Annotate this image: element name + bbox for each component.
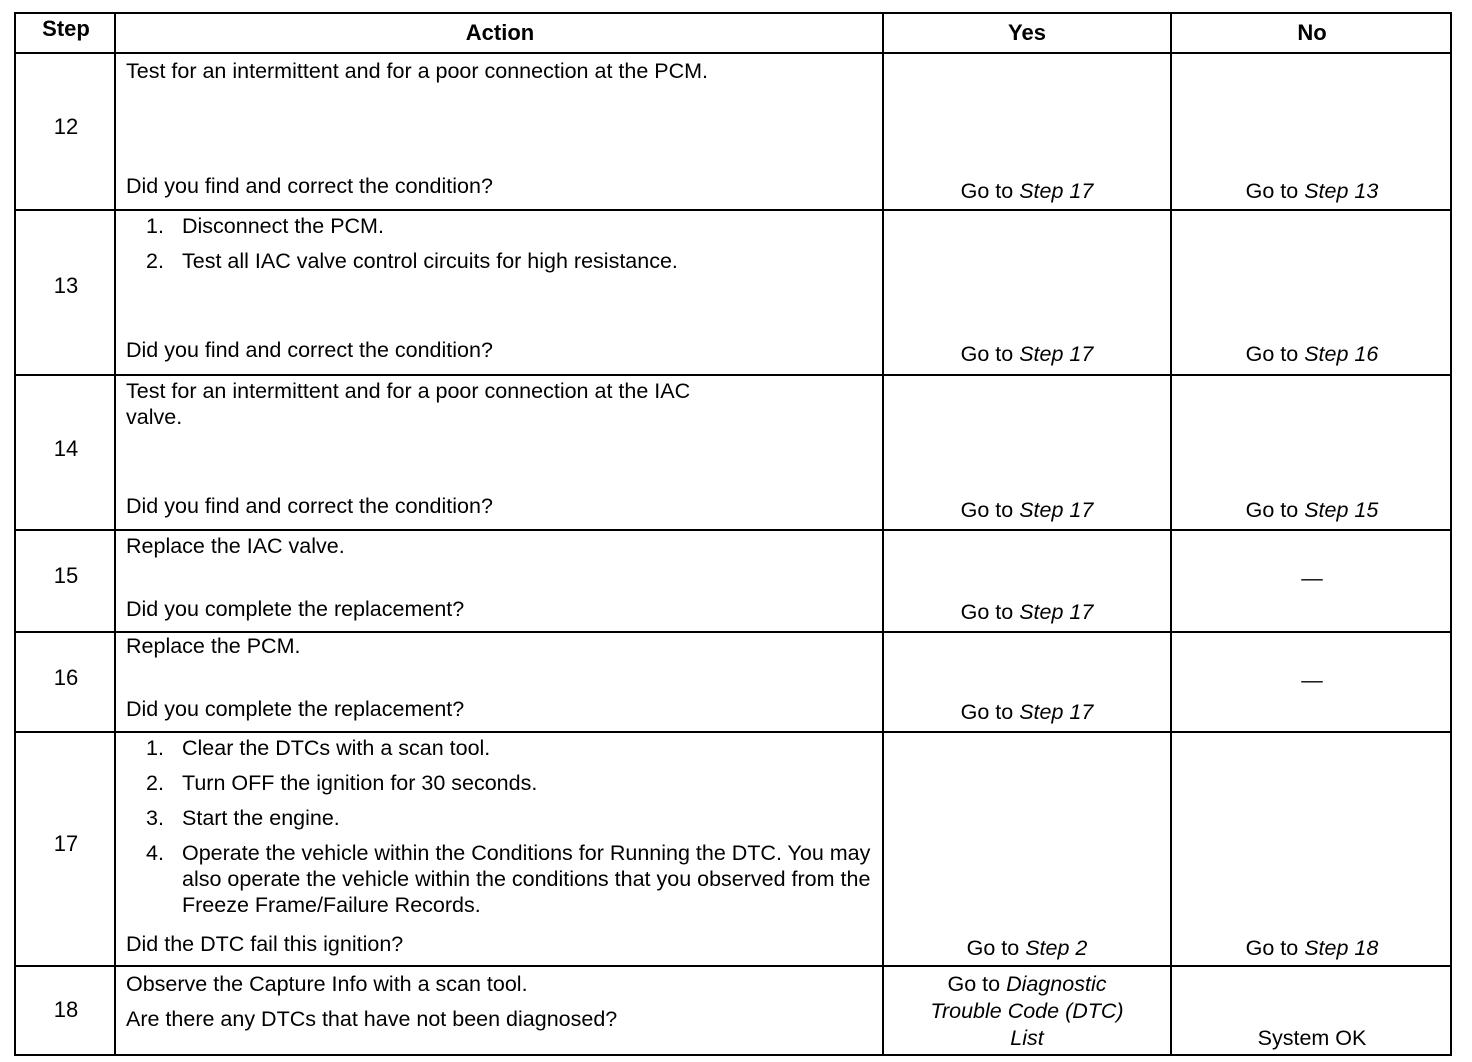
header-no: No <box>1297 20 1327 45</box>
step-number: 12 <box>53 114 79 139</box>
question-text: Are there any DTCs that have not been diagnosed? <box>126 1007 618 1031</box>
question-text: Did the DTC fail this ignition? <box>126 932 404 956</box>
no-answer: Go to Step 15 <box>1245 498 1379 522</box>
step-number: 14 <box>53 436 79 461</box>
action-text: Replace the PCM. <box>126 634 301 658</box>
table-row <box>16 54 1450 211</box>
header-action: Action <box>465 20 535 45</box>
no-answer: — <box>1301 566 1323 590</box>
step-number: 15 <box>53 563 79 588</box>
table-row <box>16 733 1450 967</box>
table-row <box>16 967 1450 1054</box>
action-text: Test for an intermittent and for a poor connection at the PCM. <box>126 59 709 83</box>
list-item: 1. Clear the DTCs with a scan tool. <box>146 736 491 760</box>
header-yes: Yes <box>1008 20 1046 45</box>
step-number: 17 <box>53 831 79 856</box>
table-row <box>16 211 1450 376</box>
yes-answer: Go to Step 17 <box>960 179 1094 203</box>
no-answer: System OK <box>1257 1026 1367 1050</box>
action-text: Test for an intermittent and for a poor connection at the IAC valve. <box>126 379 691 429</box>
table-row <box>16 376 1450 531</box>
question-text: Did you complete the replacement? <box>126 697 465 721</box>
action-text: Observe the Capture Info with a scan tool. <box>126 972 528 996</box>
table-row <box>16 633 1450 733</box>
list-item: 1. Disconnect the PCM. <box>146 214 384 238</box>
no-answer: Go to Step 18 <box>1245 936 1379 960</box>
no-answer: — <box>1301 668 1323 692</box>
header-step: Step <box>42 16 90 41</box>
list-item: 2. Turn OFF the ignition for 30 seconds. <box>146 771 538 795</box>
question-text: Did you find and correct the condition? <box>126 174 493 198</box>
yes-answer: Go to Step 2 <box>966 936 1088 960</box>
action-text: Replace the IAC valve. <box>126 534 345 558</box>
step-number: 16 <box>53 665 79 690</box>
yes-answer: Go to Step 17 <box>960 342 1094 366</box>
question-text: Did you complete the replacement? <box>126 597 465 621</box>
action-list <box>126 735 886 927</box>
list-item: 2. Test all IAC valve control circuits for high resistance. <box>146 249 678 273</box>
diagnostic-table <box>14 12 1452 1056</box>
table-header <box>16 14 1450 54</box>
list-item: 3. Start the engine. <box>146 806 340 830</box>
question-text: Did you find and correct the condition? <box>126 494 493 518</box>
yes-answer: Go to Step 17 <box>960 700 1094 724</box>
no-answer: Go to Step 13 <box>1245 179 1379 203</box>
no-answer: Go to Step 16 <box>1245 342 1379 366</box>
yes-answer: Go to Step 17 <box>960 498 1094 522</box>
list-item: 4. Operate the vehicle within the Conditions for Running the DTC. You may also operate the vehicle within the conditions that you observed from the Freeze Frame/Failure Records. <box>146 841 871 917</box>
question-text: Did you find and correct the condition? <box>126 338 493 362</box>
step-number: 13 <box>53 273 79 298</box>
action-list <box>126 213 876 283</box>
yes-answer: Go to Step 17 <box>960 600 1094 624</box>
yes-answer: Go to Diagnostic Trouble Code (DTC) List <box>930 972 1124 1050</box>
step-number: 18 <box>53 997 79 1022</box>
table-row <box>16 531 1450 633</box>
